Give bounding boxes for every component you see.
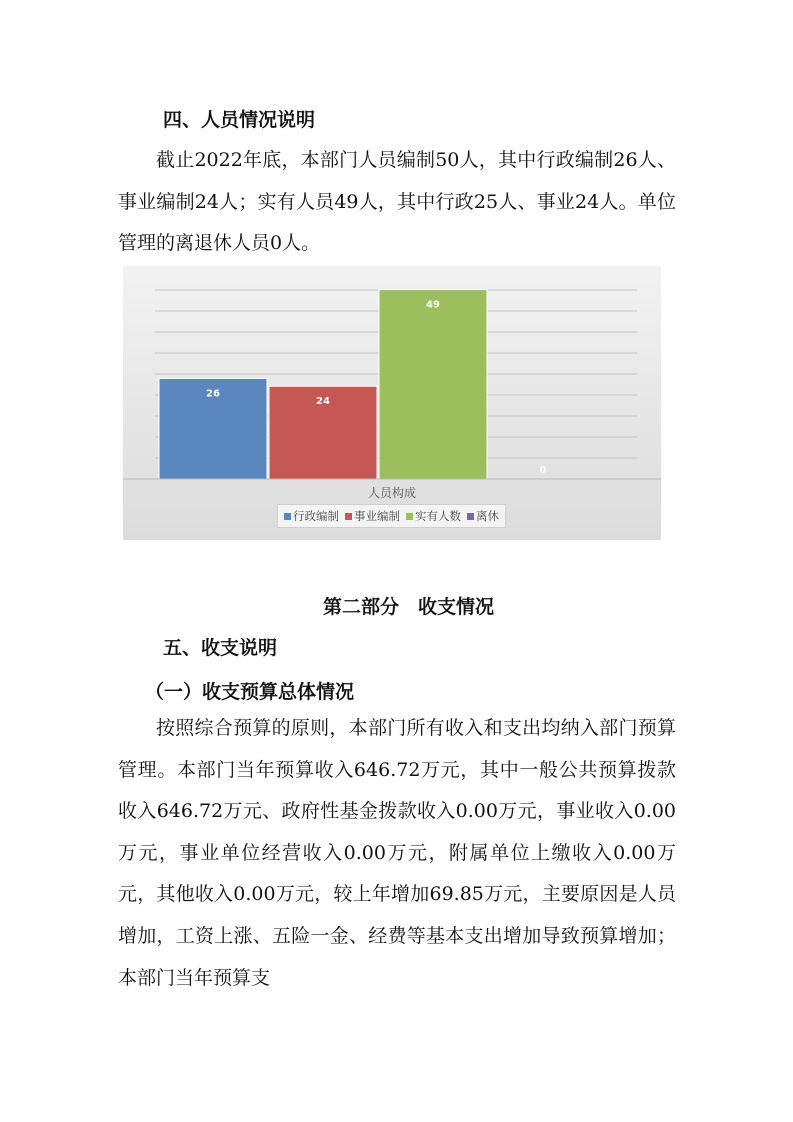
legend-swatch [406, 513, 413, 520]
section-4-heading: 四、人员情况说明 [163, 109, 316, 131]
legend-item-1 [284, 508, 339, 524]
legend-swatch [345, 513, 352, 520]
bar-value-label-2: 24 [316, 396, 330, 408]
bar-value-label-3: 49 [426, 299, 440, 311]
staffing-paragraph: 截止2022年底，本部门人员编制50人，其中行政编制26人、事业编制24人；实有人员49人，其中行政25人、事业24人。单位管理的离退休人员0人。 [118, 149, 676, 255]
bars [159, 290, 547, 479]
bar-3 [379, 290, 487, 479]
bar-value-label-1: 26 [206, 388, 220, 400]
part-2-title: 第二部分 收支情况 [323, 596, 495, 618]
legend-label: 离休 [476, 509, 499, 523]
section-5-subheading: （一）收支预算总体情况 [145, 681, 355, 703]
section-4-body [118, 140, 676, 265]
legend-item-2 [345, 508, 400, 524]
legend-item-3 [406, 508, 461, 524]
chart-legend [277, 504, 506, 528]
legend-item-4 [467, 508, 499, 524]
legend-swatch [284, 513, 291, 520]
section-5-body [118, 708, 676, 999]
legend-label: 事业编制 [354, 509, 400, 523]
staffing-chart [123, 266, 661, 540]
x-axis-label: 人员构成 [367, 486, 417, 500]
legend-label: 行政编制 [293, 509, 339, 523]
bar-value-label-4: 0 [539, 465, 547, 476]
budget-paragraph: 按照综合预算的原则，本部门所有收入和支出均纳入部门预算管理。本部门当年预算收入646.72万元，其中一般公共预算拨款收入646.72万元、政府性基金拨款收入0.00万元，事业收入0.00万元，事业单位经营收入0.00万元，附属单位上缴收入0.00万元，其他收入0.00万元，较上年增加69.85万元，主要原因是人员增加，工资上涨、五险一金、经费等基本支出增加导致预算增加；本部门当年预算支 [118, 717, 676, 989]
section-5-heading: 五、收支说明 [163, 637, 278, 659]
staffing-chart-plot [123, 266, 661, 540]
legend-label: 实有人数 [415, 509, 461, 523]
legend-swatch [467, 513, 474, 520]
